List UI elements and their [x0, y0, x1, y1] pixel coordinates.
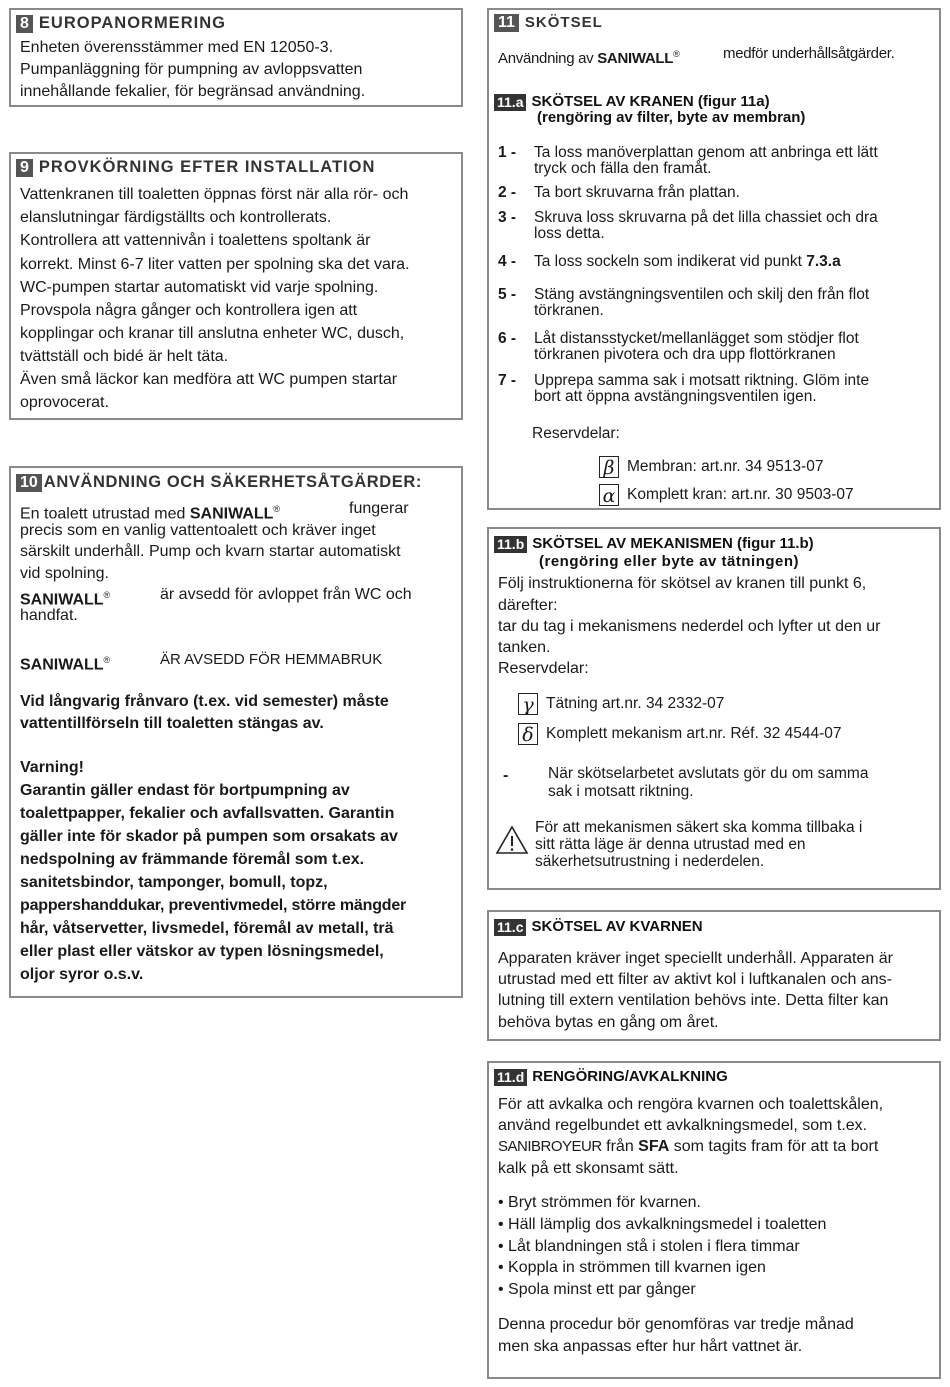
text-line — [498, 1136, 878, 1158]
bold-text-line: gäller inte för skador på pumpen som orsakats av — [20, 828, 398, 845]
part-text: Membran: art.nr. 34 9513-07 — [627, 458, 824, 476]
bullet-item: • Spola minst ett par gånger — [498, 1281, 696, 1298]
bold-text-line: oljor syror o.s.v. — [20, 966, 144, 983]
delta-symbol-icon: δ — [518, 723, 538, 745]
text-line: precis som en vanlig vattentoalett och kräver inget — [20, 522, 376, 539]
subsection-11b-subtitle: (rengöring eller byte av tätningen) — [539, 553, 800, 570]
text-line: vid spolning. — [20, 565, 109, 582]
bullet-item: • Låt blandningen stå i stolen i flera timmar — [498, 1238, 800, 1255]
text-line: tanken. — [498, 639, 551, 656]
intro-line — [498, 43, 680, 70]
spare-parts-label: Reservdelar: — [532, 425, 620, 442]
step-text: loss detta. — [534, 225, 605, 242]
text: För att mekanismen säkert ska komma tillbaka i — [535, 819, 863, 836]
section-11-heading — [494, 14, 603, 32]
text-line: men ska anpassas efter hur hårt vattnet är. — [498, 1338, 803, 1355]
spare-part-item — [599, 484, 854, 506]
text: sitt rätta läge är denna utrustad med en — [535, 836, 806, 853]
part-text: Komplett mekanism art.nr. Réf. 32 4544-07 — [546, 725, 842, 743]
step-number: 1 - — [498, 144, 517, 161]
beta-symbol-icon: β — [599, 456, 619, 478]
text-line: Följ instruktionerna för skötsel av kranen till punkt 6, — [498, 575, 867, 592]
text: Användning av — [498, 50, 598, 67]
brand-label — [20, 649, 110, 676]
warning-text — [535, 820, 935, 870]
spare-part-item — [518, 693, 724, 715]
subsection-11d-title — [494, 1069, 728, 1086]
text-line: använd regelbundet ett avkalkningsmedel, som t.ex. — [498, 1117, 868, 1134]
step-text: Låt distansstycket/mellanlägget som stödjer flot — [534, 330, 859, 347]
text-line: Kontrollera att vattennivån i toalettens spoltank är — [20, 232, 371, 249]
text-line: behöva bytas en gång om året. — [498, 1014, 719, 1031]
text-line: handfat. — [20, 607, 78, 624]
text-line: tar du tag i mekanismens nederdel och lyfter ut den ur — [498, 618, 881, 635]
registered-mark: ® — [673, 49, 680, 59]
subsection-11a-subtitle: (rengöring av filter, byte av membran) — [537, 109, 806, 126]
section-11 — [487, 8, 941, 510]
brand-name: SANIBROYEUR — [498, 1138, 602, 1155]
bullet-item: • Häll lämplig dos avkalkningsmedel i toaletten — [498, 1216, 827, 1233]
bullet-item: • Bryt strömmen för kvarnen. — [498, 1194, 701, 1211]
text-line: WC-pumpen startar automatiskt vid varje spolning. — [20, 279, 379, 296]
bold-text-line: sanitetsbindor, tamponger, bomull, topz, — [20, 874, 328, 891]
brand-name: SANIWALL — [20, 591, 104, 609]
section-11b — [487, 527, 941, 890]
subsection-number: 11.c — [494, 919, 526, 936]
section-9-heading — [16, 158, 375, 177]
subsection-11b-title — [494, 536, 814, 553]
text-line: Provspola några gånger och kontrollera igen att — [20, 302, 358, 319]
bold-text-line: hår, våtservetter, livsmedel, föremål av metall, trä — [20, 920, 394, 937]
step-number: 4 - — [498, 253, 517, 270]
step-text: Ta loss manöverplattan genom att anbringa ett lätt — [534, 144, 878, 161]
bold-text-line: eller plast eller vätskor av typen lösningsmedel, — [20, 943, 384, 960]
subsection-title: SKÖTSEL AV MEKANISMEN (figur 11.b) — [532, 535, 814, 552]
section-number: 11 — [494, 14, 519, 32]
text: En toalett utrustad med — [20, 505, 190, 523]
step-number: 5 - — [498, 286, 517, 303]
spare-part-item — [599, 456, 823, 478]
bullet-item: • Koppla in strömmen till kvarnen igen — [498, 1259, 766, 1276]
section-10 — [9, 466, 463, 998]
spare-part-item — [518, 723, 842, 745]
text: När skötselarbetet avslutats gör du om samma — [548, 765, 869, 782]
text-line: Denna procedur bör genomföras var tredje månad — [498, 1316, 854, 1333]
step-number: 7 - — [498, 372, 517, 389]
bold-text-line: toalettpapper, fekalier och avfallsvatten. Garantin — [20, 805, 395, 822]
text-line: lutning till extern ventilation behövs inte. Detta filter kan — [498, 992, 889, 1009]
section-9 — [9, 152, 463, 420]
step-item — [498, 145, 938, 179]
dash-bullet: - — [503, 767, 509, 784]
section-title: EUROPANORMERING — [38, 14, 226, 32]
section-8-heading — [16, 14, 226, 33]
text: säkerhetsutrustning i nederdelen. — [535, 853, 765, 870]
section-11d — [487, 1061, 941, 1379]
step-item — [498, 287, 938, 321]
registered-mark: ® — [103, 655, 111, 665]
bold-text-line: nedspolning av främmande föremål som t.ex. — [20, 851, 365, 868]
text: som tagits fram för att ta bort — [669, 1138, 879, 1155]
subsection-title: SKÖTSEL AV KRANEN (figur 11a) — [531, 93, 770, 110]
text-line: Apparaten kräver inget speciellt underhåll. Apparaten är — [498, 950, 893, 967]
step-item — [498, 210, 938, 244]
step-item — [498, 185, 938, 203]
section-10-heading — [16, 473, 422, 492]
brand-name: SANIWALL — [597, 50, 674, 67]
text-line: Enheten överensstämmer med EN 12050-3. — [20, 39, 334, 56]
dash-text — [548, 766, 928, 800]
subsection-11c-title — [494, 919, 703, 936]
text-line: Pumpanläggning för pumpning av avloppsvatten — [20, 61, 363, 78]
part-text: Komplett kran: art.nr. 30 9503-07 — [627, 486, 854, 504]
step-text: törkranen pivotera och dra upp flottörkranen — [534, 346, 836, 363]
text-line: Vattenkranen till toaletten öppnas först när alla rör- och — [20, 186, 409, 203]
section-title: ANVÄNDNING OCH SÄKERHETSÅTGÄRDER: — [43, 473, 423, 491]
text-line: kalk på ett skonsamt sätt. — [498, 1160, 679, 1177]
gamma-symbol-icon: γ — [518, 693, 538, 715]
text-line: fungerar — [349, 500, 409, 517]
step-number: 6 - — [498, 330, 517, 347]
text-line: tvättställ och bidé är helt täta. — [20, 348, 229, 365]
text: Ta loss sockeln som indikerat vid punkt — [534, 253, 807, 270]
section-8 — [9, 8, 463, 107]
bold-text-line: Vid långvarig frånvaro (t.ex. vid semester) måste — [20, 693, 389, 710]
warning-title: Varning! — [20, 759, 85, 776]
text-line: Även små läckor kan medföra att WC pumpen startar — [20, 371, 398, 388]
brand-name: SANIWALL — [20, 656, 104, 674]
text-line: korrekt. Minst 6-7 liter vatten per spolning ska det vara. — [20, 256, 410, 273]
step-item — [498, 373, 938, 407]
step-text: Skruva loss skruvarna på det lilla chassiet och dra — [534, 209, 878, 226]
step-text: Stäng avstängningsventilen och skilj den från flot — [534, 286, 870, 303]
section-title: PROVKÖRNING EFTER INSTALLATION — [38, 158, 376, 176]
text: sak i motsatt riktning. — [548, 783, 694, 800]
brand-name: SANIWALL — [189, 505, 274, 523]
subsection-title: RENGÖRING/AVKALKNING — [532, 1068, 728, 1085]
step-item — [498, 331, 938, 365]
text: från — [601, 1138, 639, 1155]
step-text — [534, 254, 841, 270]
step-text: törkranen. — [534, 302, 604, 319]
text-line: Reservdelar: — [498, 660, 589, 677]
text-line: utrustad med ett filter av aktivt kol i luftkanalen och ans- — [498, 971, 892, 988]
text-line: är avsedd för avloppet från WC och — [160, 586, 412, 603]
subsection-number: 11.b — [494, 536, 527, 553]
bold-text-line: pappershanddukar, preventivmedel, större mängder — [20, 897, 407, 914]
subsection-title: SKÖTSEL AV KVARNEN — [531, 918, 703, 935]
subsection-number: 11.a — [494, 94, 526, 111]
registered-mark: ® — [273, 504, 281, 514]
section-number: 10 — [16, 474, 42, 492]
text-line: För att avkalka och rengöra kvarnen och toalettskålen, — [498, 1096, 884, 1113]
step-text: Upprepa samma sak i motsatt riktning. Glöm inte — [534, 372, 870, 389]
text-line: elanslutningar färdigställts och kontrollerats. — [20, 209, 332, 226]
step-text: Ta bort skruvarna från plattan. — [534, 184, 740, 201]
section-11c — [487, 910, 941, 1041]
text-line: oprovocerat. — [20, 394, 109, 411]
warning-triangle-icon — [495, 825, 529, 855]
step-number: 2 - — [498, 184, 517, 201]
text-line: därefter: — [498, 597, 558, 614]
text-line: kopplingar och kranar till anslutna enheter WC, dusch, — [20, 325, 405, 342]
alpha-symbol-icon: α — [599, 484, 619, 506]
step-number: 3 - — [498, 209, 517, 226]
text-line: medför underhållsåtgärder. — [723, 45, 895, 62]
part-text: Tätning art.nr. 34 2332-07 — [546, 695, 725, 713]
text-line: särskilt underhåll. Pump och kvarn startar automatiskt — [20, 543, 401, 560]
section-number: 8 — [16, 15, 33, 33]
text-line: innehållande fekalier, för begränsad användning. — [20, 83, 366, 100]
step-text: bort att öppna avstängningsventilen igen. — [534, 388, 817, 405]
subsection-number: 11.d — [494, 1069, 527, 1086]
reference: 7.3.a — [806, 253, 841, 270]
section-title: SKÖTSEL — [524, 14, 603, 31]
company-name: SFA — [638, 1138, 670, 1155]
section-number: 9 — [16, 159, 33, 177]
text-line: ÄR AVSEDD FÖR HEMMABRUK — [160, 651, 383, 668]
registered-mark: ® — [103, 590, 111, 600]
bold-text-line: vattentillförseln till toaletten stängas av. — [20, 715, 324, 732]
step-text: tryck och fälla den framåt. — [534, 160, 712, 177]
bold-text-line: Garantin gäller endast för bortpumpning av — [20, 782, 350, 799]
step-item — [498, 254, 938, 272]
